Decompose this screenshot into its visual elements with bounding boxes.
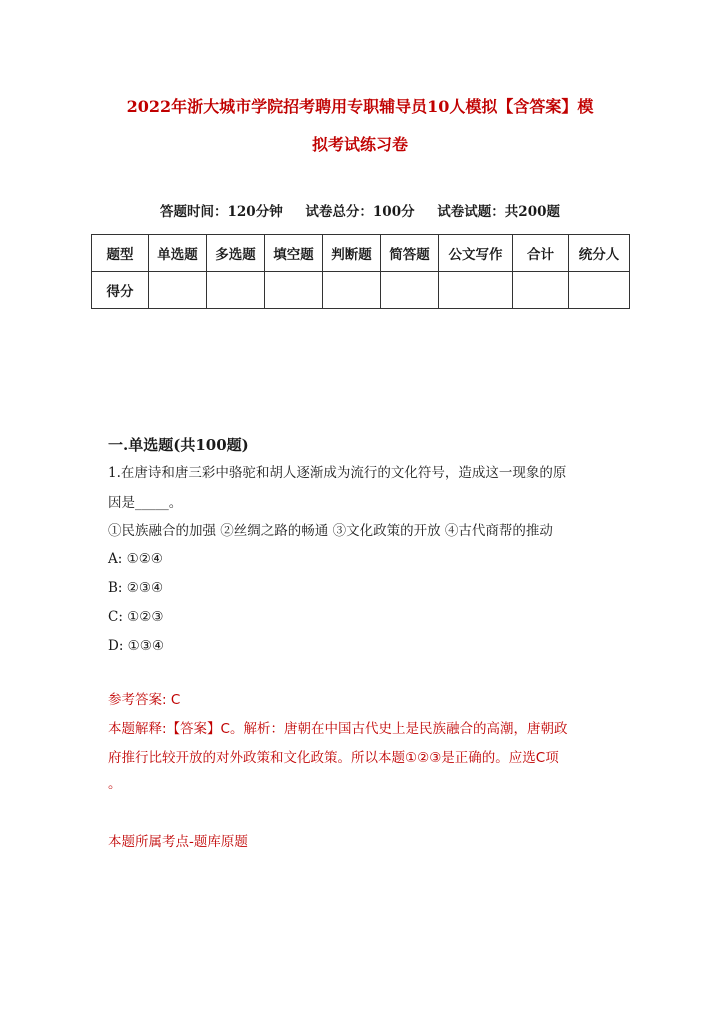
score-cell <box>265 272 323 309</box>
score-cell <box>207 272 265 309</box>
score-header-cell: 单选题 <box>149 235 207 272</box>
score-header-cell: 简答题 <box>381 235 439 272</box>
score-header-cell: 统分人 <box>569 235 630 272</box>
question-source: 本题所属考点-题库原题 <box>108 834 248 850</box>
option-b: B: ②③④ <box>108 580 164 596</box>
score-header-cell: 判断题 <box>323 235 381 272</box>
score-cell <box>569 272 630 309</box>
score-header-cell: 公文写作 <box>439 235 513 272</box>
score-cell <box>381 272 439 309</box>
exam-time: 答题时间：120分钟 <box>160 204 283 220</box>
score-cell <box>439 272 513 309</box>
score-row-label: 得分 <box>92 272 149 309</box>
exam-title-line1: 2022年浙大城市学院招考聘用专职辅导员10人模拟【含答案】模 <box>126 97 594 116</box>
score-header-cell: 填空题 <box>265 235 323 272</box>
question-stem-line1: 1.在唐诗和唐三彩中骆驼和胡人逐渐成为流行的文化符号，造成这一现象的原 <box>108 465 567 481</box>
score-cell <box>323 272 381 309</box>
exam-meta <box>0 200 720 220</box>
explanation-line1: 本题解释:【答案】C。解析：唐朝在中国古代史上是民族融合的高潮，唐朝政 <box>108 721 568 737</box>
explanation-line2: 府推行比较开放的对外政策和文化政策。所以本题①②③是正确的。应选C项 <box>108 750 559 766</box>
score-table-header-row <box>92 235 630 272</box>
option-d: D: ①③④ <box>108 638 164 654</box>
score-header-cell: 合计 <box>513 235 569 272</box>
option-a: A: ①②④ <box>108 551 163 567</box>
question-statements: ①民族融合的加强 ②丝绸之路的畅通 ③文化政策的开放 ④古代商帮的推动 <box>108 523 553 539</box>
section-title: 一.单选题(共100题) <box>108 436 249 454</box>
score-header-cell: 题型 <box>92 235 149 272</box>
score-table-score-row <box>92 272 630 309</box>
exam-title-line2: 拟考试练习卷 <box>311 135 408 154</box>
explanation-line3: 。 <box>108 776 122 792</box>
exam-question-count: 试卷试题：共200题 <box>437 204 560 220</box>
question-stem-line2: 因是_____。 <box>108 495 183 511</box>
option-c: C: ①②③ <box>108 609 164 625</box>
reference-answer: 参考答案: C <box>108 692 181 708</box>
score-header-cell: 多选题 <box>207 235 265 272</box>
score-table <box>91 234 630 309</box>
score-cell <box>149 272 207 309</box>
score-cell <box>513 272 569 309</box>
exam-total-score: 试卷总分：100分 <box>305 204 415 220</box>
